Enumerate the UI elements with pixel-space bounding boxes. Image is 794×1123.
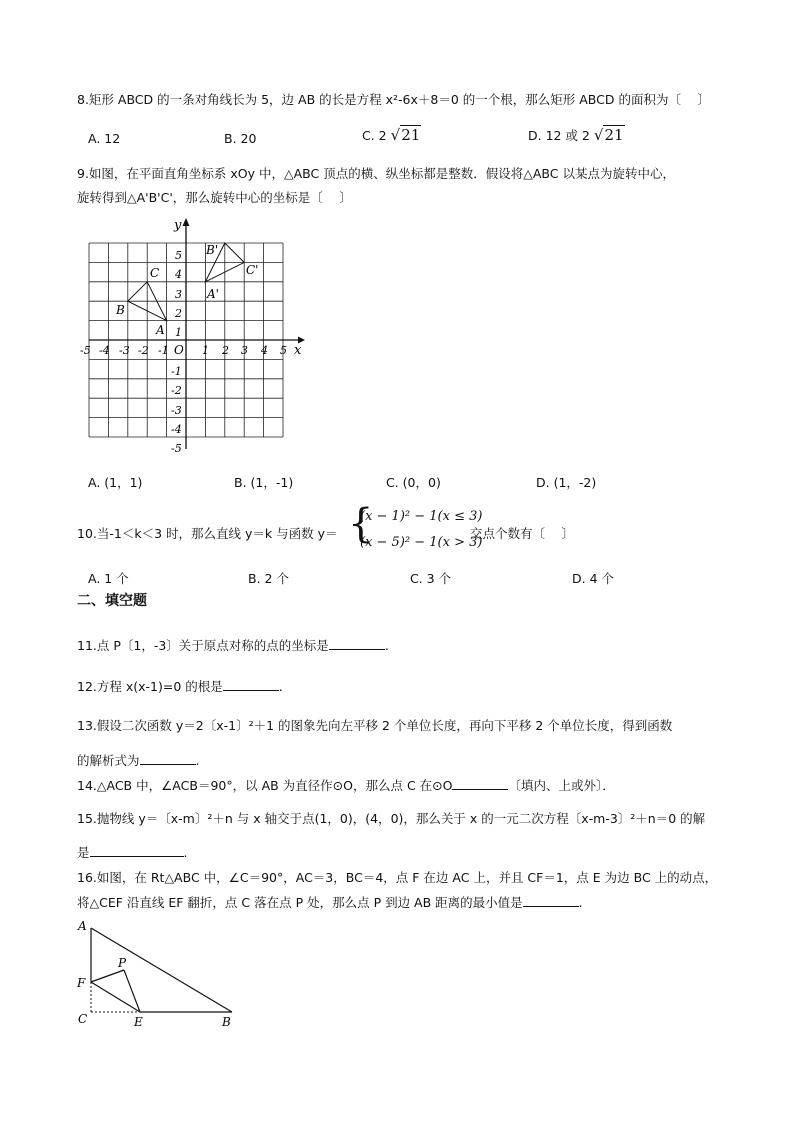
q8-option-d-prefix: D. 12 或 2: [528, 128, 590, 143]
q14: [77, 776, 615, 794]
q12-end: .: [278, 679, 283, 694]
origin-label: O: [174, 343, 184, 357]
q8-option-c: [362, 126, 421, 144]
q15-text: 是: [77, 845, 90, 860]
q16-triangle-figure: [74, 918, 238, 1032]
q9-stem-line1: 9.如图，在平面直角坐标系 xOy 中，△ABC 顶点的横、纵坐标都是整数．假设将△ABC 以某点为旋转中心，: [77, 166, 675, 181]
x-tick: -1: [158, 344, 169, 357]
q8-option-b: B. 20: [224, 131, 257, 146]
q13-text: 的解析式为: [77, 753, 140, 768]
sqrt-symbol: √21: [593, 126, 624, 144]
side-ab: [91, 928, 232, 1012]
q10-option-a: A. 1 个: [88, 571, 129, 586]
x-tick: 3: [241, 344, 248, 357]
answer-blank: [329, 637, 385, 650]
q9-stem-line2: 旋转得到△A'B'C'，那么旋转中心的坐标是〔 〕: [77, 190, 352, 205]
q8-option-c-prefix: C. 2: [362, 128, 387, 143]
q11-end: .: [384, 638, 389, 653]
y-axis-arrow-icon: [183, 218, 190, 226]
answer-blank: [140, 752, 196, 765]
point-b-label: B: [116, 303, 125, 317]
q10-option-c: C. 3 个: [410, 571, 452, 586]
radicand: 21: [401, 126, 421, 144]
label-a: A: [78, 919, 87, 933]
q8-option-a: A. 12: [88, 131, 121, 146]
q15-line2: [77, 843, 188, 861]
answer-blank: [223, 678, 279, 691]
y-tick: 3: [175, 288, 182, 301]
y-tick: 5: [175, 249, 182, 262]
y-tick: -2: [171, 384, 182, 397]
q12-text: 12.方程 x(x-1)=0 的根是: [77, 679, 223, 694]
x-tick: -4: [99, 344, 110, 357]
label-p: P: [118, 956, 127, 970]
y-tick: -5: [171, 442, 182, 454]
point-c-label: C: [150, 266, 160, 280]
q9-option-a: A. (1，1): [88, 475, 143, 490]
q16-line1: 16.如图，在 Rt△ABC 中，∠C＝90°，AC＝3，BC＝4，点 F 在边 AC 上，并且 CF＝1，点 E 为边 BC 上的动点，: [77, 870, 718, 885]
segment-pe: [124, 970, 140, 1012]
segment-fe: [91, 982, 140, 1012]
q10-option-b: B. 2 个: [248, 571, 289, 586]
q16-text: 将△CEF 沿直线 EF 翻折，点 C 落在点 P 处，那么点 P 到边 AB 距离的最小值是: [77, 895, 523, 910]
q13-end: .: [195, 753, 200, 768]
label-f: F: [77, 976, 86, 990]
q16-line2: [77, 893, 583, 911]
y-tick: 4: [175, 268, 182, 281]
q9-option-b: B. (1，-1): [234, 475, 294, 490]
q15-line1: 15.抛物线 y＝〔x-m〕²＋n 与 x 轴交于点(1，0)，(4，0)，那么关于 x 的一元二次方程〔x-m-3〕²＋n＝0 的解: [77, 811, 706, 826]
piecewise-brace: {: [348, 501, 374, 547]
q13-line2: [77, 751, 200, 769]
point-b-prime-label: B': [206, 243, 219, 257]
y-tick: -4: [171, 423, 182, 436]
x-tick: 2: [222, 344, 229, 357]
q11: [77, 636, 389, 654]
q10-piece-1: (x − 1)² − 1(x ≤ 3): [360, 509, 483, 524]
q15-end: .: [183, 845, 188, 860]
q14-end: 〔填内、上或外〕．: [508, 778, 615, 793]
q8-stem: 8.矩形 ABCD 的一条对角线长为 5，边 AB 的长是方程 x²-6x＋8＝0 的一个根，那么矩形 ABCD 的面积为〔 〕: [77, 92, 710, 107]
q10-option-d: D. 4 个: [572, 571, 614, 586]
q9-option-d: D. (1，-2): [536, 475, 597, 490]
x-tick: -3: [119, 344, 130, 357]
x-tick: -5: [80, 344, 91, 357]
radicand: 21: [604, 126, 624, 144]
point-a-label: A: [156, 323, 165, 337]
x-axis-label: x: [294, 343, 302, 358]
q10-piece-2: (x − 5)² − 1(x > 3): [360, 535, 483, 550]
x-tick: 1: [202, 344, 209, 357]
q12: [77, 677, 283, 695]
label-c: C: [78, 1012, 88, 1026]
q16-end: .: [578, 895, 583, 910]
answer-blank: [452, 777, 508, 790]
point-c-prime-label: C': [246, 263, 259, 277]
q9-option-c: C. (0，0): [386, 475, 441, 490]
x-tick: -2: [138, 344, 149, 357]
section-heading: 二、填空题: [77, 593, 147, 609]
y-tick: 1: [175, 326, 182, 339]
y-axis-label: y: [174, 218, 182, 233]
label-e: E: [134, 1015, 143, 1029]
x-tick: 4: [261, 344, 268, 357]
sqrt-symbol: √21: [390, 126, 421, 144]
q14-text: 14.△ACB 中，∠ACB＝90°，以 AB 为直径作⊙O，那么点 C 在⊙O: [77, 778, 453, 793]
segment-fp: [91, 970, 124, 982]
y-tick: -3: [171, 404, 182, 417]
q11-text: 11.点 P〔1，-3〕关于原点对称的点的坐标是: [77, 638, 329, 653]
point-a-prime-label: A': [207, 287, 219, 301]
y-tick: -1: [171, 365, 182, 378]
q10-stem-after: 交点个数有〔 〕: [470, 526, 574, 541]
x-tick: 5: [280, 344, 287, 357]
answer-blank: [523, 894, 579, 907]
y-tick: 2: [175, 307, 182, 320]
answer-blank: [90, 844, 184, 857]
label-b: B: [222, 1015, 231, 1029]
q8-option-d: [528, 126, 625, 144]
q9-coordinate-figure: [76, 214, 308, 454]
q10-stem-before: 10.当-1＜k＜3 时，那么直线 y＝k 与函数 y＝: [77, 526, 338, 541]
q13-line1: 13.假设二次函数 y＝2〔x-1〕²＋1 的图象先向左平移 2 个单位长度，再向下平移 2 个单位长度，得到函数: [77, 718, 673, 733]
